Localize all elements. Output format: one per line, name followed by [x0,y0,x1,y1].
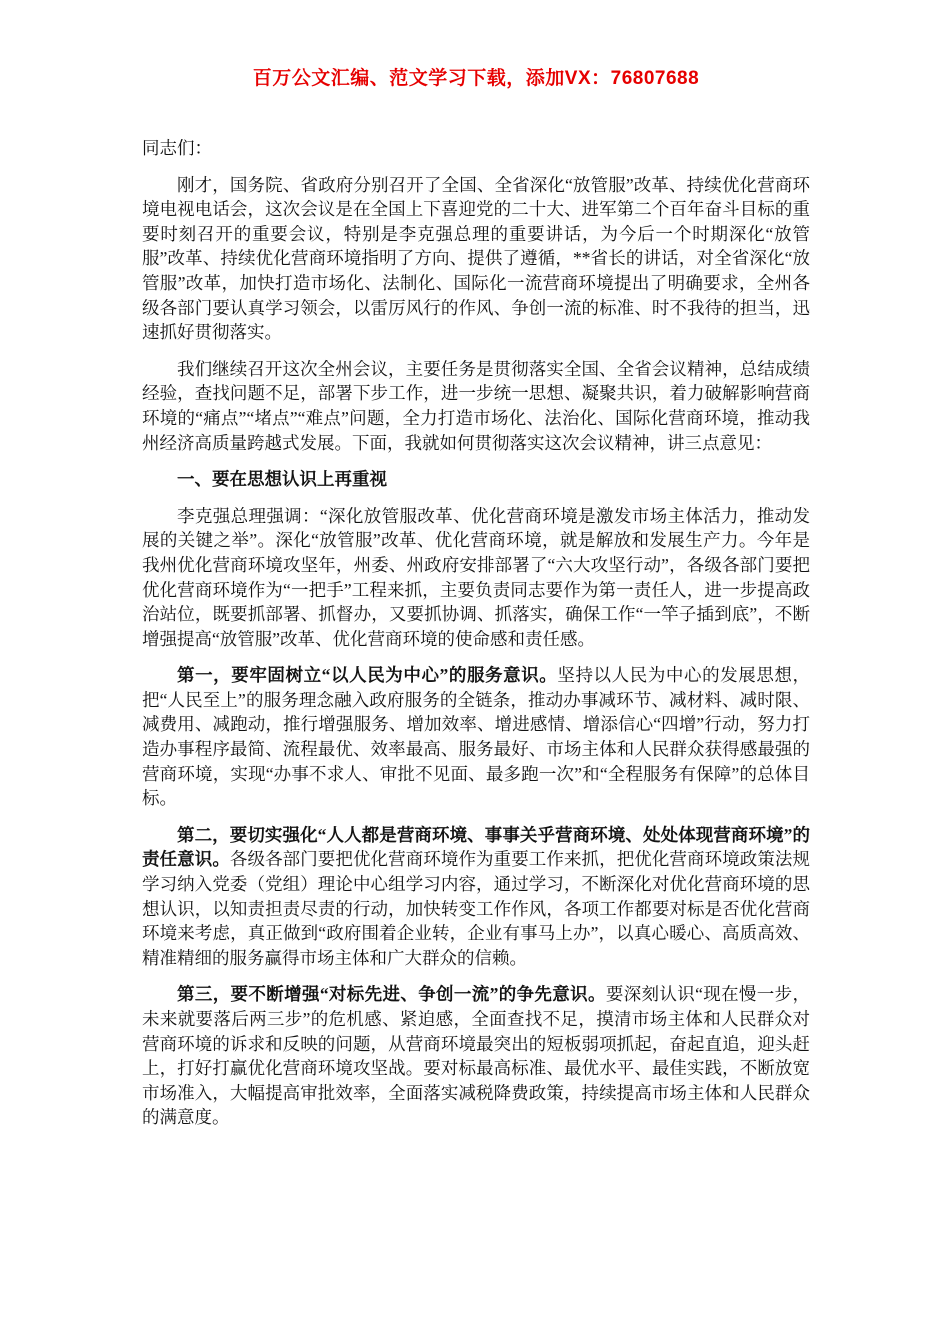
point-1-text: 坚持以人民为中心的发展思想，把“人民至上”的服务理念融入政府服务的全链条，推动办事减环节、减材料、减时限、减费用、减跑动，推行增强服务、增加效率、增进感情、增添信心“四增”行动，努力打造办事程序最简、流程最优、效率最高、服务最好、市场主体和人民群众获得感最强的营商环境，实现“办事不求人、审批不见面、最多跑一次”和“全程服务有保障”的总体目标。 [142,665,811,809]
document-body [142,136,810,1130]
paragraph-point-1 [142,663,810,811]
paragraph-point-3 [142,982,810,1130]
paragraph-meeting-purpose: 我们继续召开这次全州会议，主要任务是贯彻落实全国、全省会议精神，总结成绩经验，查找问题不足，部署下步工作，进一步统一思想、凝聚共识，着力破解影响营商环境的“痛点”“堵点”“难点”问题，全力打造市场化、法治化、国际化营商环境，推动我州经济高质量跨越式发展。下面，我就如何贯彻落实这次会议精神，讲三点意见： [142,358,810,453]
paragraph-opening: 刚才，国务院、省政府分别召开了全国、全省深化“放管服”改革、持续优化营商环境电视电话会，这次会议是在全国上下喜迎党的二十大、进军第二个百年奋斗目标的重要时刻召开的重要会议，特别是李克强总理的重要讲话，为今后一个时期深化“放管服”改革、持续优化营商环境指明了方向、提供了遵循，**省长的讲话，对全省深化“放管服”改革，加快打造市场化、法制化、国际化一流营商环境提出了明确要求，全州各级各部门要认真学习领会，以雷厉风行的作风、争创一流的标准、时不我待的担当，迅速抓好贯彻落实。 [142,174,810,343]
paragraph-section1-intro: 李克强总理强调：“深化放管服改革、优化营商环境是激发市场主体活力，推动发展的关键之举”。深化“放管服”改革、优化营商环境，就是解放和发展生产力。今年是我州优化营商环境攻坚年，州委、州政府安排部署了“六大攻坚行动”，各级各部门要把优化营商环境作为“一把手”工程来抓，主要负责同志要作为第一责任人，进一步提高政治站位，既要抓部署、抓督办，又要抓协调、抓落实，确保工作“一竿子插到底”，不断增强提高“放管服”改革、优化营商环境的使命感和责任感。 [142,505,810,649]
section-heading-1: 一、要在思想认识上再重视 [177,469,387,490]
point-1-lead: 第一，要牢固树立“以人民为中心”的服务意识。 [177,665,558,686]
point-2-text: 各级各部门要把优化营商环境作为重要工作来抓，把优化营商环境政策法规学习纳入党委（党组）理论中心组学习内容，通过学习，不断深化对优化营商环境的思想认识，以知责担责尽责的行动，加快转变工作作风，各项工作都要对标是否优化营商环境来考虑，真正做到“政府围着企业转，企业有事马上办”，以真心暖心、高质高效、精准精细的服务赢得市场主体和广大群众的信赖。 [142,849,810,968]
paragraph-point-2 [142,823,810,971]
point-3-text: 要深刻认识“现在慢一步，未来就要落后两三步”的危机感、紧迫感，全面查找不足，摸清市场主体和人民群众对营商环境的诉求和反映的问题，从营商环境最突出的短板弱项抓起，奋起直追，迎头赶上，打好打赢优化营商环境攻坚战。要对标最高标准、最优水平、最佳实践，不断放宽市场准入，大幅提高审批效率，全面落实减税降费政策，持续提高市场主体和人民群众的满意度。 [142,984,810,1128]
point-2-lead: 第二，要切实强化“人人都是营商环境、事事关乎营商环境、处处体现营商环境”的责任意识。 [142,824,810,870]
point-3-lead: 第三，要不断增强“对标先进、争创一流”的争先意识。 [177,984,606,1005]
salutation: 同志们： [142,138,212,158]
promo-banner: 百万公文汇编、范文学习下载，添加VX：76807688 [252,68,700,89]
